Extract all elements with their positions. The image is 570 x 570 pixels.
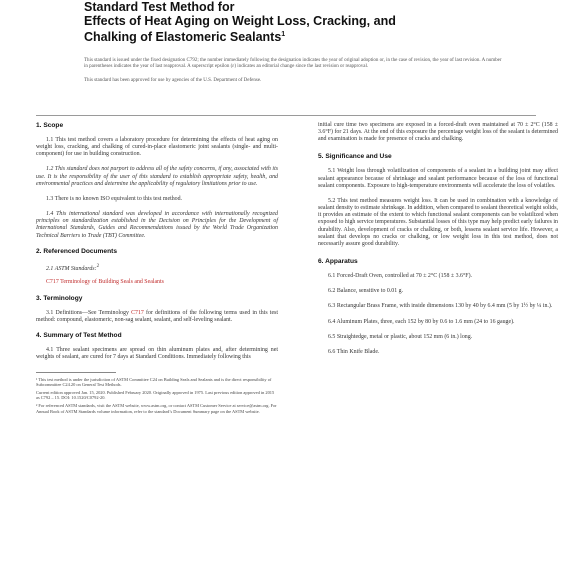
significance-paragraph-2: 5.2 This test method measures weight loss. It can be used in combination with a knowledge of sealant density to estimate shrinkage. In addition, when compared to sealant theoretical weight solids, it provides an estimate of the extent to which functional sealant components can be volatilized when exposed to high service temperatures. Substantial losses of this type may help predict early failures in durability. Also, development of cracks or chalking, or both, lessens sealant service life. However, a sealant that develops no cracks or chalking, or low weight loss in this test method, does not necessarily assure good durability. (318, 197, 558, 247)
astm-standards-line (46, 263, 278, 273)
summary-continuation: initial cure time two specimens are exposed in a forced-draft oven maintained at 70 ± 2°C (158 ± 3.6°F) for 21 days. At the end of this exposure the percentage weight loss of the sealant is determined and examination is made for presence of cracks and chalking. (318, 122, 558, 143)
apparatus-item: 6.1 Forced-Draft Oven, controlled at 70 ± 2°C (158 ± 3.6°F). (328, 273, 473, 280)
terminology-text-b: for definitions of the following terms used in this test method: compound, elastomeric, non-sag sealant, sealant, and self-leveling sealant. (36, 310, 278, 324)
scope-paragraph-1: 1.1 This test method covers a laboratory procedure for determining the effects of heat aging on weight loss, cracking, and chalking of cured-in-place elastomeric joint sealants (single- and multi-component) for use in building construction. (36, 137, 278, 158)
title-block (84, 0, 504, 84)
title-footnote-mark: 1 (281, 31, 286, 38)
designation-notice: This standard is issued under the fixed designation C792; the number immediately following the designation indicates the year of original adoption or, in the case of revision, the year of last revision. A number in parentheses indicates the year of last reapproval. A superscript epsilon (ε) indicates an editorial change since the last revision or reapproval. (84, 58, 502, 70)
footnote-mark-2: 2 (96, 263, 100, 269)
footnote-1: ¹ This test method is under the jurisdiction of ASTM Committee C24 on Building Seals and Sealants and is the direct responsibility of Subcommittee C24.20 on General Test Methods. (36, 376, 272, 388)
astm-standards-label: 2.1 ASTM Standards: (46, 265, 97, 272)
terminology-c717-link[interactable]: C717 (131, 310, 144, 316)
significance-paragraph-1: 5.1 Weight loss through volatilization of components of a sealant in a building joint may affect sealant appearance because of shrinkage and sealant performance because of the loss of functional sealant components. Exposure to high-temperature environments will accelerate the loss of volatiles. (318, 168, 558, 189)
footnote-2: ² For referenced ASTM standards, visit the ASTM website, www.astm.org, or contact ASTM Customer Service at service@astm.org. For Annual Book of ASTM Standards volume information, refer to the standard’s Document Summary page on the ASTM website. (36, 403, 277, 414)
title-line-3-text: Chalking of Elastomeric Sealants (84, 30, 282, 45)
footnote-edition: Current edition approved Jan. 15, 2020. Published February 2020. Originally approved in 1975. Last previous edition approved in 2015 as C792 – 15. DOI: 10.1520/C0792-20. (36, 389, 275, 401)
apparatus-heading: 6. Apparatus (318, 258, 358, 266)
title-line-2: Effects of Heat Aging on Weight Loss, Cracking, and (84, 14, 396, 28)
reference-c717-link[interactable]: C717 (46, 278, 59, 285)
footnote-divider (36, 372, 116, 373)
title-line-1: Standard Test Method for (84, 0, 235, 14)
terminology-paragraph (36, 310, 278, 324)
references-heading: 2. Referenced Documents (36, 247, 117, 255)
scope-heading: 1. Scope (36, 122, 64, 129)
apparatus-item: 6.2 Balance, sensitive to 0.01 g. (328, 288, 404, 295)
significance-heading: 5. Significance and Use (318, 153, 392, 161)
apparatus-item: 6.6 Thin Knife Blade. (328, 348, 380, 355)
terminology-heading: 3. Terminology (36, 295, 83, 302)
summary-paragraph: 4.1 Three sealant specimens are spread on thin aluminum plates and, after determining net weights of sealant, are cured for 7 days at Standard Conditions. Immediately following this (36, 347, 278, 361)
scope-paragraph-4: 1.4 This international standard was developed in accordance with internationally recognized principles on standardization established in the Decision on Principles for the Development of International Standards, Guides and Recommendations issued by the World Trade Organization Technical Barriers to Trade (TBT) Committee. (36, 211, 278, 239)
scope-paragraph-3: 1.3 There is no known ISO equivalent to this test method. (46, 195, 183, 202)
left-column (36, 122, 278, 416)
summary-heading: 4. Summary of Test Method (36, 332, 122, 340)
apparatus-item: 6.3 Rectangular Brass Frame, with inside dimensions 130 by 40 by 6.4 mm (5 by 1½ by ¼ in.). (328, 303, 553, 310)
header-divider (36, 115, 536, 116)
apparatus-item: 6.4 Aluminum Plates, three, each 152 by 80 by 0.6 to 1.6 mm (24 to 16 gauge). (328, 318, 515, 325)
right-column (318, 122, 558, 364)
terminology-text-a: 3.1 Definitions—See Terminology (46, 310, 132, 316)
reference-c717 (46, 279, 278, 286)
reference-c717-title: Terminology of Building Seals and Sealants (58, 278, 164, 285)
title-line-3 (84, 28, 504, 44)
dod-notice: This standard has been approved for use by agencies of the U.S. Department of Defense. (84, 77, 262, 83)
scope-paragraph-2: 1.2 This standard does not purport to address all of the safety concerns, if any, associated with its use. It is the responsibility of the user of this standard to establish appropriate safety, health, and environmental practices and determine the applicability of regulatory limitations prior to use. (36, 166, 278, 187)
apparatus-item: 6.5 Straightedge, metal or plastic, about 152 mm (6 in.) long. (328, 333, 473, 340)
